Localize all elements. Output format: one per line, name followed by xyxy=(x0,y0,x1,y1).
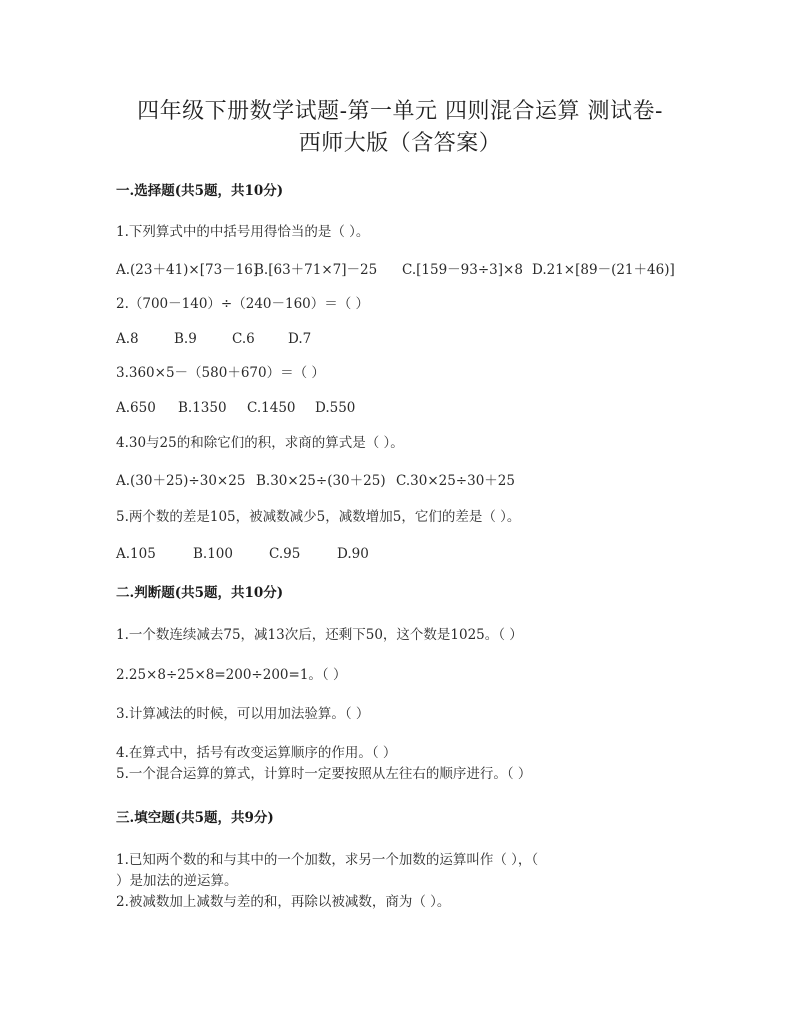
page-title-line-2: 西师大版（含答案） xyxy=(298,131,502,156)
choice-question-2: 2.（700－140）÷（240－160）＝（ ） xyxy=(116,296,370,312)
choice-question-1: 1.下列算式中的中括号用得恰当的是（ ）。 xyxy=(116,224,370,240)
option-c: C.1450 xyxy=(247,400,296,416)
judge-question-3: 3.计算减法的时候，可以用加法验算。（ ） xyxy=(116,706,370,722)
fill-question-1-line-2: ）是加法的逆运算。 xyxy=(116,873,238,889)
choice-question-3: 3.360×5－（580＋670）＝（ ） xyxy=(116,365,325,381)
option-d: D.90 xyxy=(337,546,369,562)
option-c: C.[159－93÷3]×8 xyxy=(402,262,523,278)
choice-question-4: 4.30与25的和除它们的积，求商的算式是（ ）。 xyxy=(116,435,404,451)
option-b: B.9 xyxy=(174,331,197,347)
page-title-line-1: 四年级下册数学试题-第一单元 四则混合运算 测试卷- xyxy=(137,99,663,124)
choice-question-1-options xyxy=(116,261,675,279)
judge-question-4: 4.在算式中，括号有改变运算顺序的作用。（ ） xyxy=(116,745,397,761)
choice-question-2-options xyxy=(116,330,311,348)
option-c: C.30×25÷30＋25 xyxy=(396,473,515,489)
option-a: A.(23＋41)×[73－16] xyxy=(116,262,259,278)
judge-question-1: 1.一个数连续减去75，减13次后，还剩下50，这个数是1025。（ ） xyxy=(116,627,523,643)
option-b: B.30×25÷(30＋25) xyxy=(256,473,386,489)
option-b: B.100 xyxy=(193,546,233,562)
choice-question-4-options xyxy=(116,472,515,490)
option-b: B.[63＋71×7]－25 xyxy=(254,262,378,278)
judge-question-2: 2.25×8÷25×8=200÷200=1。（ ） xyxy=(116,667,347,683)
option-c: C.95 xyxy=(269,546,301,562)
section-heading-choice: 一.选择题(共5题，共10分) xyxy=(116,183,284,199)
choice-question-3-options xyxy=(116,399,355,417)
option-b: B.1350 xyxy=(178,400,227,416)
judge-question-5: 5.一个混合运算的算式，计算时一定要按照从左往右的顺序进行。（ ） xyxy=(116,766,532,782)
section-heading-fill: 三.填空题(共5题，共9分) xyxy=(116,810,274,826)
option-d: D.7 xyxy=(288,331,312,347)
option-c: C.6 xyxy=(232,331,255,347)
choice-question-5-options xyxy=(116,545,369,563)
fill-question-1-line-1: 1.已知两个数的和与其中的一个加数，求另一个加数的运算叫作（ ），（ xyxy=(116,852,539,868)
option-a: A.8 xyxy=(116,331,139,347)
option-a: A.650 xyxy=(116,400,156,416)
option-d: D.21×[89－(21＋46)] xyxy=(532,262,675,278)
option-a: A.(30＋25)÷30×25 xyxy=(116,473,246,489)
fill-question-2: 2.被减数加上减数与差的和，再除以被减数，商为（ ）。 xyxy=(116,894,451,910)
choice-question-5: 5.两个数的差是105，被减数减少5，减数增加5，它们的差是（ ）。 xyxy=(116,509,521,525)
section-heading-judge: 二.判断题(共5题，共10分) xyxy=(116,585,284,601)
option-d: D.550 xyxy=(315,400,356,416)
option-a: A.105 xyxy=(116,546,156,562)
